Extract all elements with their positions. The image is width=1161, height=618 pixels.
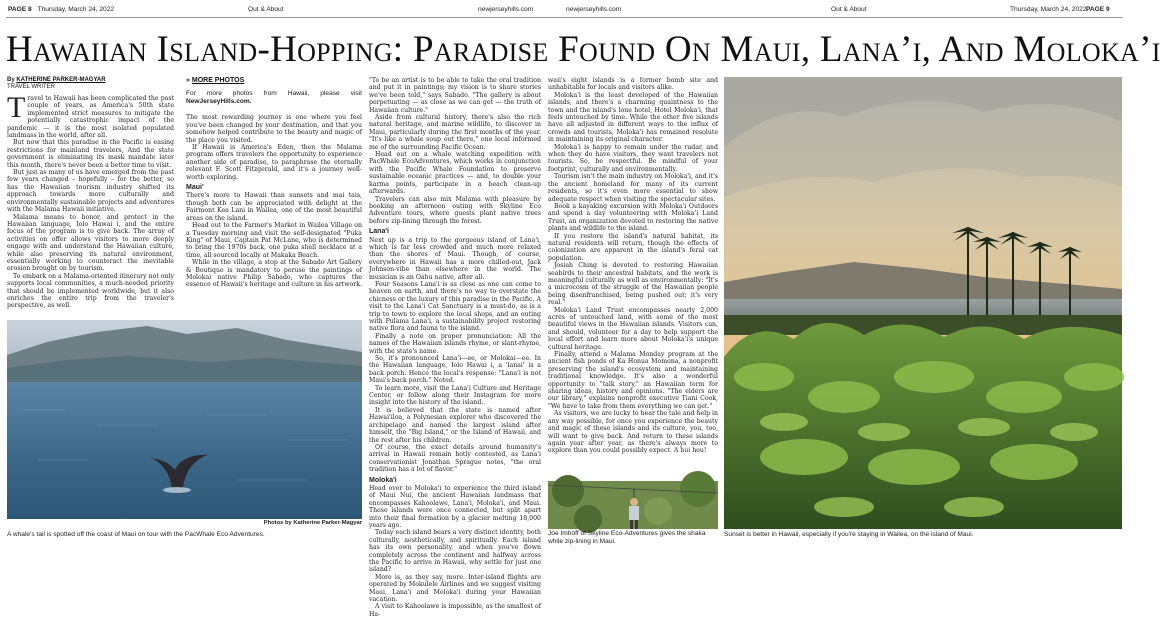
paragraph: ravel to Hawaii has been complicated the past couple of years, as America's 50th state implemented strict measures to mitigate the potentially catastrophic impact of the pandemic — it is the most isolated populated landmass in the world, after all. — [7, 95, 174, 140]
article-column-1 — [7, 77, 174, 317]
paragraph: Four Seasons Lana'i is as close as one can come to heaven on earth, and there's no way to overstate the chicness or the luxury of this paradise in the Pacific. A visit to the Lana'i Cat Sanctuary is a must-do, as is a trip to town to explore the local shops, and an outing with Pulama Lana'i, a sustainability project restoring native flora and fauna to the island. — [369, 280, 541, 333]
photo-credit: Photos by Katherine Parker-Magyar — [263, 520, 362, 526]
paragraph: Tourism isn't the main industry on Moloka'i, and it's the ancient homeland for many of its current residents, so it's even more essential to show adequate respect when visiting the spectacular sites. — [548, 173, 718, 203]
byline-prefix: By — [7, 77, 15, 83]
left-header-site: newjerseyhills.com — [478, 6, 534, 13]
more-photos-heading — [186, 77, 362, 84]
paragraph: If you restore the island's natural habitat, its natural residents will return, though the effects of colonization are apparent in the island's feral cat population. — [548, 232, 718, 262]
paragraph: Travelers can also mix Malama with pleasure by booking an afternoon outing with Skyline Eco Adventure tours, where guests plant native trees before zip-lining through the forest. — [369, 195, 541, 225]
paragraph: So, it's pronounced Lana'i—ee, or Molokai—ee. In the Hawaiian language, Iolo Hawai i, a 'lanai' is a back porch. Hence the local's response: "Lana'i is not Maui's back porch." Noted. — [369, 355, 541, 385]
paragraph: waii's eight islands is a former bomb site and unhabitable for locals and visitors alike. — [548, 77, 718, 92]
paragraph: Moloka'i Land Trust encompasses nearly 2,000 acres of untouched land, with some of the most beautiful views in the Hawaiian islands. Visitors can, and should, volunteer for a day to help support the local effort and learn more about Moloka'i's unique cultural heritage. — [548, 306, 718, 351]
zipline-photo-caption: Joe Imhoff of Skyline Eco-Adventures gives the shaka while zip-lining in Maui. — [548, 530, 706, 545]
paragraph: Moloka'i is happy to remain under the radar, and when they do have visitors, they want travelers not tourists. So, be respectful. Be mindful of your footprint, culturally and environmentally. — [548, 143, 718, 173]
website-link[interactable]: NewJerseyHills.com. — [186, 98, 252, 106]
paragraph: Finally, attend a Malama Monday program at the ancient fish ponds of Ka Honua Momona, a nonprofit preserving the island's ecosystem and maintaining traditional knowledge. It's also a wonderful opportunity to "talk story," an Hawaiian term for sharing ideas, history and opinions. "The elders are our library," explains nonprofit executive Tiani Cook, "We have to take from them everything we can get." — [548, 351, 718, 410]
paragraph: Of course, the exact details around humanity's arrival in Hawaii remain hotly contested, as Lana'i conservationist Jonathan Sprague notes, "the oral tradition has a lot of flavor." — [369, 443, 541, 474]
paragraph: Today each island bears a very distinct identity, both culturally, aesthetically, and spiritually. Each island has its own personality, and when you've flown completely across the continent and halfway across the Pacific to arrive in Hawaii, why settle for just one island? — [369, 529, 541, 574]
whale-tail-photo — [7, 320, 362, 519]
left-header-section: Out & About — [248, 6, 284, 13]
paragraph: To embark on a Malama-oriented itinerary not only supports local communities, a much-needed priority that should be implemented worldwide, but it also enriches the entire trip from the traveler's perspective, as well. — [7, 272, 174, 310]
chevron-right-icon: » — [186, 77, 190, 84]
article-column-2 — [186, 77, 362, 317]
paragraph: If Hawaii is America's Eden, then the Malama program offers travelers the opportunity to experience another side of paradise, to paraphrase the eternally relevant F. Scott Fitzgerald, and it's a journey well-worth exploring. — [186, 144, 362, 181]
whale-tail-image — [7, 320, 362, 519]
paragraph: Book a kayaking excursion with Moloka'i Outdoors and spend a day volunteering with Moloka'i Land Trust, an organization devoted to restoring the native plants and wildlife to the island. — [548, 202, 718, 233]
paragraph: But now that this paradise in the Pacific is easing restrictions for mainland travelers, And the state government is eliminating its mask mandate later this month, there's never been a better time to visit. — [7, 139, 174, 169]
paragraph: Malama means to honor, and protect in the Hawaiian language, Iolo Hawai i, and the entire focus of the program is to give back. The array of activities on offer allows visitors to more deeply engage with and understand the Hawaiian culture, while also preserving its natural environment, essentially working to counteract the inevitable erosion brought on by tourism. — [7, 213, 174, 273]
paragraph: Moloka'i is the least developed of the Hawaiian islands, and there's a charming quaintness to the town and the island's lone hotel, Hotel Moloka'i, that feels untouched by time. While the other five islands have all adjusted in different ways to the influx of crowds and tourists, Moloka'i has remained resolute in maintaining its original character. — [548, 91, 718, 144]
right-header-date: Thursday, March 24, 2022 — [1010, 6, 1087, 13]
sunset-image — [724, 77, 1122, 529]
paragraph: Next up is a trip to the gorgeous island of Lana'i, which is far less crowded and much more relaxed than the shores of Maui. Though, of course, everywhere in Hawaii has a more chilled-out, Jack Johnson-vibe than elsewhere in the world. The musician is an Oahu native, after all. — [369, 236, 541, 281]
drop-cap: T — [7, 91, 26, 124]
section-heading-molokai: Moloka'i — [369, 476, 397, 484]
paragraph: Finally a note on proper pronunciation: All the names of the Hawaiian islands rhyme, or slant-rhyme, with the state's name. — [369, 332, 541, 355]
header-rule — [6, 17, 1123, 18]
right-header-site: newjerseyhills.com — [566, 6, 622, 13]
byline — [7, 77, 174, 91]
left-page-number: PAGE 8 — [8, 6, 32, 13]
right-page-number: PAGE 9 — [1086, 6, 1110, 13]
headline: Hawaiian Island-Hopping: Paradise Found On Maui, Lana’i, And Moloka’i — [6, 29, 1161, 70]
paragraph: The most rewarding journey is one where you feel you've been changed by your destination, and that you somehow helped contribute to the beauty and magic of the place you visited. — [186, 114, 362, 144]
left-header-date: Thursday, March 24, 2022 — [37, 6, 115, 13]
paragraph: "To be an artist is to be able to take the oral tradition and put it in paintings; my vision is to share stories we've been told," says Sabado. "The gallery is about perpetuating — as close as we can get — the truth of Hawaiian culture." — [369, 77, 541, 114]
paragraph: It is believed that the state is named after Hawai'iloa, a Polynesian explorer who discovered the archipelago and named the largest island after himself, the "Big Island," or the Island of Hawaii, and the rest after his children. — [369, 406, 541, 444]
paragraph: Head out on a whale watching expedition with PacWhale EcoAdventures, which works in conjunction with the Pacific Whale Foundation to preserve sustainable oceanic practices — and, to double your karma points, participate in a beach clean-up afterwards. — [369, 151, 541, 196]
whale-photo-caption: A whale's tail is spotted off the coast of Maui on tour with the PacWhale Eco Adventures. — [7, 531, 265, 538]
section-heading-maui: Maui' — [186, 184, 204, 192]
more-photos-link[interactable]: MORE PHOTOS — [191, 77, 245, 84]
paragraph: Head over to Moloka'i to experience the third island of Maui Nui, the ancient Hawaiian landmass that encompasses Kahoolawe, Lana'i, Moloka'i, and Maui. These islands were once connected, but split apart into their final formation by a glacier melting 18,000 years ago. — [369, 484, 541, 529]
article-column-4 — [548, 77, 718, 477]
section-heading-lanai: Lana'i — [369, 228, 389, 236]
sunset-photo-caption: Sunset is better in Hawaii, especially if you're staying in Wailea, on the island of Maui. — [724, 531, 974, 538]
zipline-photo — [548, 481, 718, 529]
more-photos-blurb — [186, 90, 362, 106]
paragraph: A visit to Kahoolawe is impossible, as the smallest of Ha- — [369, 603, 541, 618]
paragraph: While in the village, a stop at the Sabado Art Gallery & Boutique is mandatory to peruse the paintings of Molokai native Philip Sabado, who captures the essence of Hawaii's heritage and culture in his artwork. — [186, 259, 362, 289]
more-photos-text: For more photos from Hawaii, please visit — [186, 90, 362, 98]
author-title: TRAVEL WRITER — [7, 84, 56, 90]
paragraph: There's more to Hawaii than sunsets and mai tais, though both can be appreciated with delight at the Fairmont Kea Lani in Wailea, one of the most beautiful areas on the island. — [186, 192, 362, 222]
sunset-photo — [724, 77, 1122, 529]
paragraph: Josiah Ching is devoted to restoring Hawaiian seabirds to their ancestral habitats, and the work is meaningful culturally as well as environmentally: "It's a microcosm of the struggle of the Hawaiian people being disenfranchised, being pushed out; it's very real." — [548, 262, 718, 307]
paragraph: But just as many of us have emerged from the past few years changed – hopefully – for the better, so has the Hawaiian tourism industry shifted its approach towards more culturally and environmentally sustainable projects and adventures with the Malama Hawaii initiative. — [7, 169, 174, 214]
paragraph: Head out to the Farmer's Market in Wailea Village on a Tuesday morning and visit the self-designated "Puka King" of Maui, Captain Pat McLane, who is determined to bring the 1970s back, one puka shell necklace at a time, all sourced locally at Makaka Beach. — [186, 222, 362, 259]
paragraph: Aside from cultural history, there's also the rich natural heritage, and marine wildlife, to discover in Maui, particularly during the first months of the year. "It's like a whale soup out there," one local informed me of the surrounding Pacific Ocean. — [369, 114, 541, 151]
zipline-image — [548, 481, 718, 529]
paragraph: As visitors, we are lucky to hear the tale and help in any way possible, for once you experience the beauty and magic of these islands and its culture, you, too, will want to give back. And return to these islands again year after year, as there's always more to explore than you could possibly expect. A hui hou! — [548, 410, 718, 455]
right-header-section: Out & About — [831, 6, 867, 13]
paragraph: To learn more, visit the Lana'i Culture and Heritage Center, or follow along their Instagram for more insight into the history of the island. — [369, 384, 541, 407]
author-link[interactable]: KATHERINE PARKER-MAGYAR — [16, 77, 106, 83]
paragraph: More is, as they say, more. Inter-island flights are operated by Mokulele Airlines and we suggest visiting Maui, Lana'i and Moloka'i during your Hawaiian vacation. — [369, 573, 541, 604]
article-column-3 — [369, 77, 541, 618]
